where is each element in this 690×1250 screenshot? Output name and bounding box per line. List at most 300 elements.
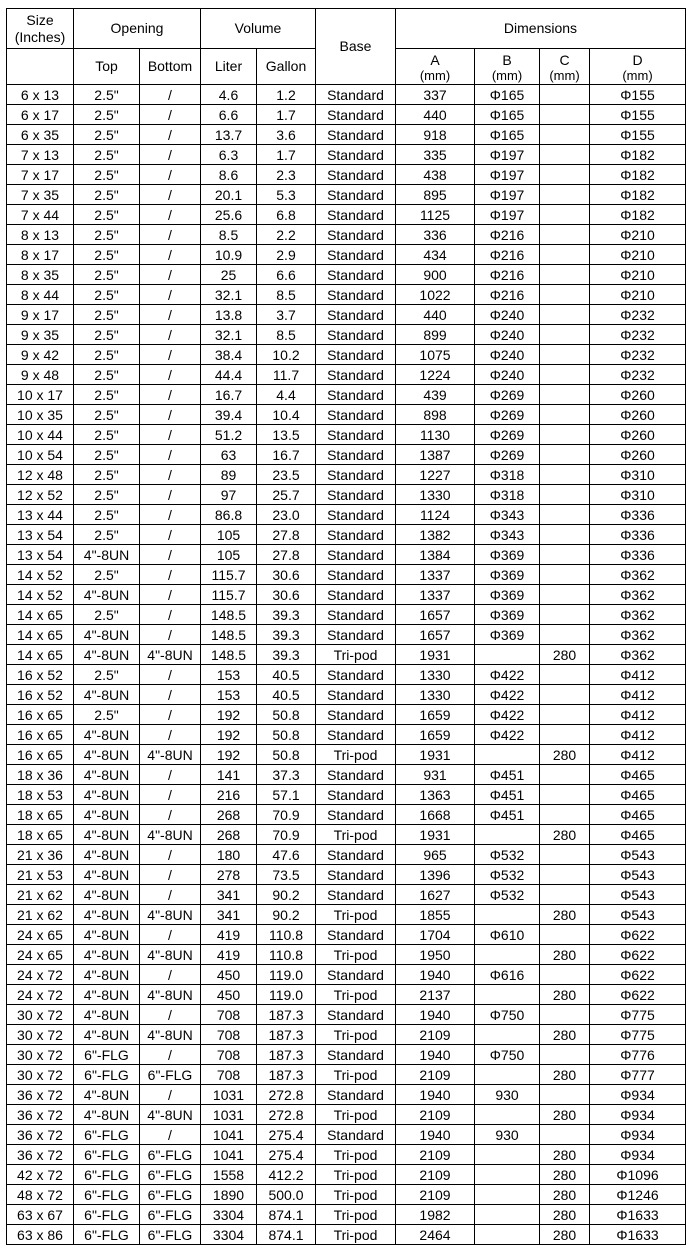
base-cell: Tri-pod [316,945,396,965]
size-cell: 14 x 65 [7,645,74,665]
table-row [7,465,686,485]
base-cell: Standard [316,725,396,745]
dim-b-cell: Φ318 [475,485,540,505]
base-cell: Standard [316,805,396,825]
table-row [7,425,686,445]
dim-a-cell: 1363 [396,785,475,805]
dim-c-cell [540,485,590,505]
table-row [7,345,686,365]
bottom-opening-cell: 6"-FLG [140,1065,201,1085]
dim-b-cell: Φ165 [475,85,540,105]
gallon-cell: 23.5 [257,465,316,485]
liter-cell: 268 [201,825,257,845]
liter-cell: 419 [201,925,257,945]
table-row [7,265,686,285]
bottom-opening-cell: / [140,245,201,265]
top-opening-cell: 2.5" [74,125,140,145]
bottom-opening-cell: / [140,205,201,225]
gallon-cell: 47.6 [257,845,316,865]
dim-d-cell: Φ412 [590,685,686,705]
base-cell: Standard [316,925,396,945]
dim-c-cell: 280 [540,905,590,925]
dim-b-cell [475,1145,540,1165]
size-cell: 13 x 54 [7,545,74,565]
bottom-opening-cell: / [140,425,201,445]
gallon-cell: 1.2 [257,85,316,105]
dim-a-cell: 1075 [396,345,475,365]
dim-a-cell: 335 [396,145,475,165]
gallon-cell: 11.7 [257,365,316,385]
dim-a-unit: (mm) [419,67,451,83]
table-row [7,385,686,405]
dim-b-cell: 930 [475,1085,540,1105]
gallon-cell: 39.3 [257,605,316,625]
size-cell: 48 x 72 [7,1185,74,1205]
table-row [7,725,686,745]
liter-cell: 341 [201,885,257,905]
gallon-header: Gallon [257,49,316,85]
liter-cell: 1041 [201,1145,257,1165]
size-cell: 18 x 53 [7,785,74,805]
base-cell: Standard [316,105,396,125]
dim-a-cell: 1982 [396,1205,475,1225]
gallon-cell: 5.3 [257,185,316,205]
size-cell: 16 x 65 [7,705,74,725]
dim-a-cell: 2137 [396,985,475,1005]
size-cell: 36 x 72 [7,1145,74,1165]
size-cell: 9 x 42 [7,345,74,365]
base-cell: Standard [316,965,396,985]
opening-header: Opening [74,9,201,49]
dim-d-cell: Φ336 [590,505,686,525]
dim-b-cell: Φ240 [475,365,540,385]
gallon-cell: 70.9 [257,805,316,825]
gallon-cell: 40.5 [257,665,316,685]
size-cell: 12 x 52 [7,485,74,505]
dim-b-cell: Φ197 [475,205,540,225]
top-opening-cell: 4"-8UN [74,845,140,865]
size-cell: 7 x 44 [7,205,74,225]
dim-a-cell: 1940 [396,1005,475,1025]
base-cell: Standard [316,125,396,145]
size-cell: 10 x 17 [7,385,74,405]
dim-a-cell: 1659 [396,725,475,745]
bottom-opening-cell: / [140,85,201,105]
dim-c-cell [540,425,590,445]
size-cell: 24 x 65 [7,945,74,965]
dim-d-cell: Φ310 [590,485,686,505]
liter-cell: 115.7 [201,585,257,605]
bottom-opening-cell: / [140,185,201,205]
dim-c-cell: 280 [540,1205,590,1225]
table-row [7,325,686,345]
dim-c-letter: C [559,51,570,68]
size-cell: 14 x 52 [7,585,74,605]
dim-d-cell: Φ362 [590,585,686,605]
base-cell: Standard [316,605,396,625]
size-cell: 13 x 54 [7,525,74,545]
top-opening-cell: 2.5" [74,185,140,205]
dim-c-cell [540,1045,590,1065]
dim-a-cell: 440 [396,105,475,125]
dim-d-cell: Φ775 [590,1005,686,1025]
dim-c-cell: 280 [540,1185,590,1205]
base-cell: Tri-pod [316,825,396,845]
base-cell: Standard [316,145,396,165]
base-cell: Standard [316,325,396,345]
dim-b-cell [475,1165,540,1185]
liter-cell: 450 [201,965,257,985]
dim-c-cell [540,305,590,325]
bottom-opening-cell: / [140,385,201,405]
bottom-opening-cell: / [140,605,201,625]
gallon-cell: 57.1 [257,785,316,805]
dim-b-cell [475,1105,540,1125]
table-row [7,185,686,205]
liter-cell: 25 [201,265,257,285]
table-row [7,1045,686,1065]
base-cell: Standard [316,1045,396,1065]
top-opening-cell: 2.5" [74,205,140,225]
liter-cell: 25.6 [201,205,257,225]
top-opening-cell: 2.5" [74,345,140,365]
dim-c-unit: (mm) [549,67,580,83]
dim-a-cell: 1396 [396,865,475,885]
volume-header: Volume [201,9,316,49]
base-cell: Standard [316,885,396,905]
gallon-cell: 275.4 [257,1145,316,1165]
base-cell: Standard [316,1125,396,1145]
bottom-opening-cell: / [140,1125,201,1145]
table-row [7,225,686,245]
dim-d-cell: Φ155 [590,125,686,145]
dim-b-cell: Φ369 [475,565,540,585]
size-cell: 8 x 13 [7,225,74,245]
size-cell: 14 x 65 [7,605,74,625]
gallon-cell: 6.8 [257,205,316,225]
table-row [7,845,686,865]
dim-b-cell: Φ269 [475,385,540,405]
bottom-opening-cell: 4"-8UN [140,905,201,925]
size-cell: 24 x 72 [7,985,74,1005]
bottom-opening-cell: / [140,345,201,365]
liter-cell: 8.5 [201,225,257,245]
bottom-opening-cell: / [140,585,201,605]
table-row [7,1005,686,1025]
dim-a-letter: A [430,51,440,68]
top-opening-cell: 2.5" [74,285,140,305]
dim-a-header [396,49,475,85]
liter-cell: 1031 [201,1105,257,1125]
dim-c-cell [540,205,590,225]
liter-cell: 1041 [201,1125,257,1145]
gallon-cell: 90.2 [257,905,316,925]
gallon-cell: 119.0 [257,965,316,985]
liter-cell: 192 [201,745,257,765]
dim-b-cell: Φ197 [475,165,540,185]
dim-a-cell: 2464 [396,1225,475,1245]
table-row [7,1105,686,1125]
base-cell: Tri-pod [316,745,396,765]
dim-a-cell: 1382 [396,525,475,545]
dim-b-cell: Φ240 [475,345,540,365]
size-cell: 16 x 52 [7,665,74,685]
dim-c-cell: 280 [540,1225,590,1245]
liter-cell: 51.2 [201,425,257,445]
dim-d-cell: Φ232 [590,365,686,385]
bottom-opening-cell: 4"-8UN [140,645,201,665]
dim-d-cell: Φ934 [590,1125,686,1145]
liter-cell: 1558 [201,1165,257,1185]
gallon-cell: 2.3 [257,165,316,185]
size-cell: 6 x 13 [7,85,74,105]
size-cell: 9 x 48 [7,365,74,385]
gallon-cell: 187.3 [257,1005,316,1025]
dim-a-cell: 1931 [396,645,475,665]
bottom-opening-cell: / [140,625,201,645]
dim-b-cell: Φ422 [475,665,540,685]
gallon-cell: 187.3 [257,1045,316,1065]
top-opening-cell: 4"-8UN [74,1025,140,1045]
dim-c-header [540,49,590,85]
top-opening-cell: 4"-8UN [74,945,140,965]
base-cell: Standard [316,705,396,725]
table-body [7,85,686,1245]
top-opening-cell: 2.5" [74,565,140,585]
base-cell: Standard [316,765,396,785]
dim-b-cell: Φ451 [475,765,540,785]
table-row [7,765,686,785]
base-cell: Standard [316,245,396,265]
bottom-opening-cell: / [140,265,201,285]
dim-b-header [475,49,540,85]
liter-cell: 148.5 [201,645,257,665]
dim-b-letter: B [502,51,512,68]
table-row [7,405,686,425]
dim-c-cell [540,765,590,785]
gallon-cell: 8.5 [257,325,316,345]
bottom-opening-cell: / [140,405,201,425]
liter-cell: 1031 [201,1085,257,1105]
base-header: Base [316,9,396,85]
dim-d-cell: Φ412 [590,665,686,685]
base-cell: Standard [316,865,396,885]
dim-b-cell: Φ532 [475,845,540,865]
dim-d-letter: D [632,51,643,68]
table-row [7,1165,686,1185]
bottom-opening-cell: 6"-FLG [140,1205,201,1225]
dim-d-cell: Φ155 [590,85,686,105]
top-opening-cell: 2.5" [74,265,140,285]
liter-cell: 86.8 [201,505,257,525]
bottom-opening-cell: / [140,1085,201,1105]
table-row [7,705,686,725]
table-row [7,145,686,165]
dim-a-cell: 1130 [396,425,475,445]
dim-a-cell: 1940 [396,1085,475,1105]
gallon-cell: 27.8 [257,545,316,565]
gallon-cell: 3.6 [257,125,316,145]
table-row [7,905,686,925]
liter-cell: 216 [201,785,257,805]
dim-d-cell: Φ1096 [590,1165,686,1185]
dim-b-cell: Φ369 [475,605,540,625]
dim-c-cell [540,245,590,265]
dim-d-cell: Φ362 [590,605,686,625]
base-cell: Standard [316,625,396,645]
dim-c-cell [540,345,590,365]
top-opening-cell: 6"-FLG [74,1065,140,1085]
size-cell: 36 x 72 [7,1105,74,1125]
dim-d-cell: Φ776 [590,1045,686,1065]
gallon-cell: 39.3 [257,645,316,665]
dim-a-cell: 1384 [396,545,475,565]
dim-d-cell: Φ412 [590,745,686,765]
liter-cell: 89 [201,465,257,485]
liter-cell: 13.8 [201,305,257,325]
dim-d-cell: Φ182 [590,145,686,165]
table-row [7,485,686,505]
gallon-cell: 119.0 [257,985,316,1005]
table-row [7,285,686,305]
gallon-cell: 874.1 [257,1205,316,1225]
size-cell: 8 x 17 [7,245,74,265]
liter-cell: 44.4 [201,365,257,385]
base-cell: Standard [316,225,396,245]
dim-c-cell [540,385,590,405]
top-opening-cell: 4"-8UN [74,805,140,825]
table-row [7,805,686,825]
base-cell: Standard [316,1005,396,1025]
dim-d-cell: Φ182 [590,165,686,185]
size-cell: 10 x 54 [7,445,74,465]
gallon-cell: 2.9 [257,245,316,265]
dim-b-cell: Φ216 [475,285,540,305]
dim-b-unit: (mm) [491,67,523,83]
bottom-opening-cell: / [140,105,201,125]
gallon-cell: 30.6 [257,585,316,605]
table-row [7,925,686,945]
table-row [7,885,686,905]
dim-b-cell: Φ165 [475,105,540,125]
size-cell: 24 x 65 [7,925,74,945]
dim-b-cell: Φ369 [475,625,540,645]
dim-b-cell [475,1185,540,1205]
dim-a-cell: 1704 [396,925,475,945]
gallon-cell: 90.2 [257,885,316,905]
dim-a-cell: 1125 [396,205,475,225]
bottom-opening-cell: / [140,865,201,885]
bottom-opening-cell: / [140,965,201,985]
dim-a-cell: 1387 [396,445,475,465]
top-opening-cell: 6"-FLG [74,1165,140,1185]
dim-a-cell: 1940 [396,1045,475,1065]
gallon-cell: 3.7 [257,305,316,325]
top-opening-cell: 2.5" [74,665,140,685]
liter-cell: 708 [201,1065,257,1085]
gallon-cell: 1.7 [257,105,316,125]
dim-a-cell: 1931 [396,825,475,845]
dim-d-cell: Φ362 [590,625,686,645]
dim-d-cell: Φ362 [590,565,686,585]
top-opening-cell: 2.5" [74,385,140,405]
liter-cell: 192 [201,725,257,745]
bottom-opening-cell: / [140,845,201,865]
gallon-cell: 874.1 [257,1225,316,1245]
top-opening-cell: 2.5" [74,245,140,265]
liter-cell: 38.4 [201,345,257,365]
top-opening-cell: 2.5" [74,525,140,545]
base-cell: Standard [316,305,396,325]
bottom-opening-cell: / [140,225,201,245]
bottom-opening-cell: 6"-FLG [140,1185,201,1205]
dim-b-cell: Φ197 [475,145,540,165]
dim-a-cell: 2109 [396,1185,475,1205]
liter-cell: 153 [201,685,257,705]
gallon-cell: 13.5 [257,425,316,445]
size-cell: 30 x 72 [7,1045,74,1065]
dim-c-cell: 280 [540,745,590,765]
dim-c-cell [540,705,590,725]
table-row [7,1125,686,1145]
liter-cell: 419 [201,945,257,965]
size-cell: 9 x 17 [7,305,74,325]
top-opening-cell: 4"-8UN [74,1105,140,1125]
dim-d-cell: Φ465 [590,785,686,805]
dim-b-cell [475,985,540,1005]
dim-d-cell: Φ232 [590,305,686,325]
liter-cell: 341 [201,905,257,925]
base-cell: Standard [316,285,396,305]
liter-cell: 16.7 [201,385,257,405]
bottom-opening-cell: 4"-8UN [140,1025,201,1045]
gallon-cell: 10.4 [257,405,316,425]
bottom-opening-cell: / [140,125,201,145]
dim-c-cell [540,585,590,605]
size-cell: 24 x 72 [7,965,74,985]
top-opening-cell: 2.5" [74,145,140,165]
table-row [7,605,686,625]
bottom-opening-cell: / [140,925,201,945]
dim-a-cell: 337 [396,85,475,105]
bottom-opening-cell: / [140,1005,201,1025]
dim-a-cell: 1022 [396,285,475,305]
top-opening-cell: 2.5" [74,605,140,625]
table-row [7,245,686,265]
dim-b-cell [475,745,540,765]
liter-cell: 32.1 [201,325,257,345]
liter-cell: 115.7 [201,565,257,585]
dim-c-cell [540,165,590,185]
dim-d-cell: Φ336 [590,525,686,545]
dim-c-cell [540,505,590,525]
top-opening-cell: 2.5" [74,365,140,385]
liter-cell: 10.9 [201,245,257,265]
bottom-opening-cell: 6"-FLG [140,1225,201,1245]
bottom-opening-cell: 4"-8UN [140,945,201,965]
dim-c-cell [540,605,590,625]
table-row [7,985,686,1005]
top-opening-cell: 2.5" [74,105,140,125]
top-opening-cell: 4"-8UN [74,1005,140,1025]
top-opening-cell: 4"-8UN [74,965,140,985]
gallon-cell: 500.0 [257,1185,316,1205]
bottom-opening-cell: / [140,485,201,505]
dim-d-cell: Φ362 [590,645,686,665]
bottom-opening-cell: / [140,465,201,485]
table-row [7,165,686,185]
dim-c-cell [540,865,590,885]
